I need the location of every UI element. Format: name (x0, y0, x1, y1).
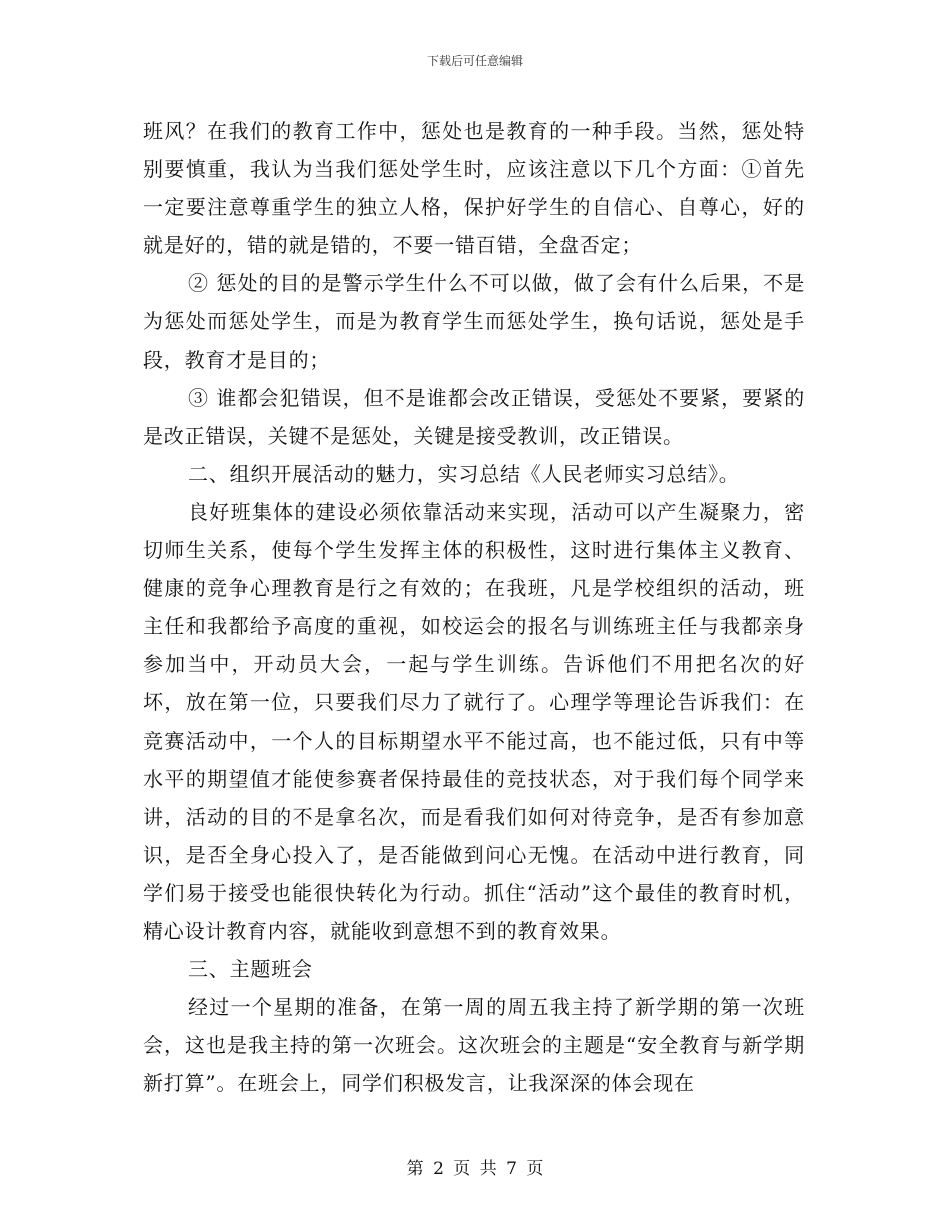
section-heading-2: 二、组织开展活动的魅力，实习总结《人民老师实习总结》。 (188, 461, 740, 486)
paragraph-point-2: ② 惩处的目的是警示学生什么不可以做，做了会有什么后果，不是为惩处而惩处学生，而是为教育学生而惩处学生，换句话说，惩处是手段，教育才是目的； (143, 271, 805, 372)
paragraph-point-3: ③ 谁都会犯错误，但不是谁都会改正错误，受惩处不要紧，要紧的是改正错误，关键不是惩处，关键是接受教训，改正错误。 (143, 385, 805, 448)
paragraph-activities: 良好班集体的建设必须依靠活动来实现，活动可以产生凝聚力，密切师生关系，使每个学生发挥主体的积极性，这时进行集体主义教育、健康的竞争心理教育是行之有效的；在我班，凡是学校组织的活动，班主任和我都给予高度的重视，如校运会的报名与训练班主任与我都亲身参加当中，开动员大会，一起与学生训练。告诉他们不用把名次的好坏，放在第一位，只要我们尽力了就行了。心理学等理论告诉我们：在竞赛活动中，一个人的目标期望水平不能过高，也不能过低，只有中等水平的期望值才能使参赛者保持最佳的竞技状态，对于我们每个同学来讲，活动的目的不是拿名次，而是看我们如何对待竞争，是否有参加意识，是否全身心投入了，是否能做到问心无愧。在活动中进行教育，同学们易于接受也能很快转化为行动。抓住“活动”这个最佳的教育时机，精心设计教育内容，就能收到意想不到的教育效果。 (143, 499, 805, 943)
page-header-note: 下载后可任意编辑 (426, 54, 523, 68)
page-number: 第 2 页 共 7 页 (406, 1159, 544, 1179)
paragraph-class-meeting: 经过一个星期的准备，在第一周的周五我主持了新学期的第一次班会，这也是我主持的第一次班会。这次班会的主题是“安全教育与新学期新打算”。在班会上，同学们积极发言，让我深深的体会现在 (143, 995, 805, 1096)
paragraph-continuation: 班风？在我们的教育工作中，惩处也是教育的一种手段。当然，惩处特别要慎重，我认为当我们惩处学生时，应该注意以下几个方面：①首先一定要注意尊重学生的独立人格，保护好学生的自信心、自尊心，好的就是好的，错的就是错的，不要一错百错，全盘否定； (143, 119, 805, 258)
section-heading-3: 三、主题班会 (188, 957, 313, 982)
document-body (143, 112, 805, 1102)
